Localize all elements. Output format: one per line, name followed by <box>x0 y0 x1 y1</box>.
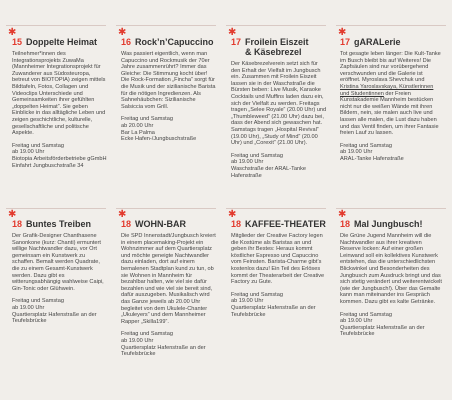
event-venue: Biotopia Arbeitsförderbetriebe gGmbH <box>12 155 107 162</box>
divider <box>336 208 446 209</box>
event-venue: Quartiersplatz Hafenstraße an der <box>231 304 316 311</box>
divider <box>116 208 216 209</box>
description-end: der Freien Kunstakademie Mannheim bestücken nicht nur die weißen Wände mit ihren Bildern, nein, sie malen auch live und lassen alle malen, die Lust dazu haben und das Ventil finden, um ihrer Fantasie freien Lauf zu lassen. <box>340 90 439 137</box>
event-time: ab 19.00 Uhr <box>12 149 45 156</box>
event-title: Buntes Treiben <box>26 219 92 229</box>
event-number: 17 <box>231 37 242 47</box>
event-days: Freitag und Samstag <box>340 142 392 149</box>
event-days: Freitag und Samstag <box>231 152 283 159</box>
event-info <box>12 143 108 169</box>
event-address: Ecke Hafen-/Jungbuschstraße <box>121 136 197 143</box>
event-description: Der Käsebrezelverein setzt sich für den Erhalt der Vielfalt im Jungbusch ein. Zusammen mit Froilein Eiszeit lassen sie in der Waschstraße die Bürsten beben: Live Musik, Karaoke Cocktails und Muffins laden dazu ein, sich der Vielfalt zu werden. Freitags tragen „Selee Royale“ (20.00 Uhr) und „Thumbleweed“ (21.00 Uhr) dazu bei, dass der Abend sich gewaschen hat. Samstags tragen „Hospital Revival“ (19.00 Uhr), „Study of Mind“ (20.00 Uhr) und „Corexit“ (21.00 Uhr). <box>231 61 327 147</box>
star-icon: ✱ <box>228 209 237 220</box>
event-address: Hafenstraße <box>231 172 262 179</box>
event-card <box>121 37 221 143</box>
event-card <box>231 37 331 179</box>
event-title: gARALerie <box>354 37 401 47</box>
event-header <box>340 37 442 47</box>
highlighted-text: Kristina Yaroslavskaya, Künstlerinnen und Studentinnen <box>340 83 434 97</box>
event-days: Freitag und Samstag <box>121 116 173 123</box>
divider <box>116 25 216 26</box>
event-description: Der Grafik-Designer Chanthasene Sanonkone (kurz: Chanti) ermuntert willige Nachtwandler dazu, vor Ort gemeinsam ein Kunstwerk zu schaffen. Bemalt werden Quadrate, die zu einem Gesamt-Kunstwerk werden. Dazu gibt es witterungsabhängig wahlweise Caipi, Gin-Tonic oder Glühwein. <box>12 233 104 292</box>
event-time: ab 19.00 Uhr <box>340 318 373 325</box>
event-number: 18 <box>231 219 242 229</box>
event-card <box>340 219 446 338</box>
event-title: Doppelte Heimat <box>26 37 98 47</box>
event-card <box>12 37 112 169</box>
event-time: ab 19.00 Uhr <box>121 337 154 344</box>
divider <box>226 208 326 209</box>
event-venue: Quartiersplatz Hafenstraße an der <box>121 344 206 351</box>
event-venue: Bar La Palma <box>121 129 155 136</box>
event-description: Die Grüne Jugend Mannheim will die Nachtwandler aus ihrer kreativen Reserve locken: Auf einer großen Leinwand soll ein kollektives Kunstwerk entstehen, das die unterschiedlichsten Blickwinkel und Besonderheiten des Jungbusch zum Ausdruck bringt und das sich stetig verändert und weiterentwickelt (wie der Jungbusch!). Über das Gemalte kann man miteinander ins Gespräch kommen. Dazu gibt es kalte Getränke. <box>340 233 442 305</box>
event-info <box>231 292 327 318</box>
event-info <box>12 298 108 324</box>
event-info <box>121 116 217 142</box>
event-number: 18 <box>12 219 23 229</box>
star-icon: ✱ <box>338 209 347 220</box>
event-header <box>340 219 442 229</box>
event-time: ab 19.00 Uhr <box>340 149 373 156</box>
event-address: Teufelsbrücke <box>340 331 375 338</box>
event-header <box>231 219 327 229</box>
event-number: 15 <box>12 37 23 47</box>
event-address: Teufelsbrücke <box>121 351 156 358</box>
event-title: Mal Jungbusch! <box>354 219 423 229</box>
event-header <box>12 219 108 229</box>
description-start: Tot gesagte leben länger: Die Kult-Tanke im Busch bleibt bis auf Weiteres! Die Zapfsäulen sind nur vorübergehend verschwunden und die Galerie ist eröffnet. Myroslava Shevchuk und <box>340 51 441 84</box>
event-address: Teufelsbrücke <box>12 318 47 325</box>
event-number: 17 <box>340 37 351 47</box>
event-number: 18 <box>340 219 351 229</box>
event-time: ab 19.00 Uhr <box>231 298 264 305</box>
event-title: Rock’n’Capuccino <box>135 37 214 47</box>
event-description <box>340 51 442 137</box>
event-description: Die SPD Innenstadt/Jungbusch kreiert in einem placemaking-Projekt ein Wohnzimmer auf dem Quartiersplatz und möchte geneigte Nachtwandler dazu einladen, dort auf einem bemalenen Stadtplan kund zu tun, ob sie Wohnen in Mannheim für bezahlbar halten, wie viel sie dafür bezahlen und wie viel sie bereit sind, dafür auszugeben. Musikalisch wird das Ganze jeweils ab 20.00 Uhr begleitet von dem Ukulele-Chanter „Ukuleyers“ und dem Mannheimer Rapper „Skilla199“. <box>121 233 216 325</box>
star-icon: ✱ <box>118 209 127 220</box>
divider <box>6 208 106 209</box>
event-info <box>340 143 442 163</box>
star-icon: ✱ <box>8 209 17 220</box>
star-icon: ✱ <box>338 27 347 38</box>
event-days: Freitag und Samstag <box>12 298 64 305</box>
event-title: Froilein Eiszeit & Käsebrezel <box>245 37 309 57</box>
event-venue: Quartiersplatz Hafenstraße an der <box>12 311 97 318</box>
event-venue: ARAL-Tanke Hafenstraße <box>340 155 404 162</box>
event-title: WOHN-BAR <box>135 219 187 229</box>
event-header <box>12 37 108 47</box>
event-header <box>121 219 217 229</box>
divider <box>6 25 106 26</box>
event-address: Einfahrt Jungbuschstraße 34 <box>12 162 84 169</box>
event-time: ab 19.00 Uhr <box>12 304 45 311</box>
divider <box>226 25 326 26</box>
event-header <box>231 37 327 57</box>
star-icon: ✱ <box>118 27 127 38</box>
event-address: Teufelsbrücke <box>231 311 266 318</box>
event-card <box>121 219 221 358</box>
star-icon: ✱ <box>228 27 237 38</box>
star-icon: ✱ <box>8 27 17 38</box>
event-info <box>121 331 217 357</box>
event-time: ab 20.00 Uhr <box>121 122 154 129</box>
event-days: Freitag und Samstag <box>231 291 283 298</box>
event-info <box>231 153 327 179</box>
event-days: Freitag und Samstag <box>12 142 64 149</box>
event-number: 18 <box>121 219 132 229</box>
event-number: 16 <box>121 37 132 47</box>
event-title: KAFFEE-THEATER <box>245 219 326 229</box>
event-description: Teilnehmer*innen des Integrationsprojekts ZuwaMa (Mannheimer Integrationsprojekt für Zuwanderer aus Südosteuropa, betreut von BIOTOPIA) zeigen mittels Bildtafeln, Fotos, Collagen und Videoclips Unterschiede und Gemeinsamkeiten ihrer gefühlten „doppelten Heimat“. Sie geben Einblicke in das alltägliche Leben und zeigen geschichtliche, kulturelle, gesellschaftliche und politische Aspekte. <box>12 51 106 137</box>
event-card <box>231 219 331 318</box>
event-card <box>12 219 112 325</box>
event-venue: Waschstraße der ARAL-Tanke <box>231 165 307 172</box>
event-description: Was passiert eigentlich, wenn man Capuccino und Rockmusik der 70er Jahre zusammenrührt? Immer das Gleiche: Die Stimmung kocht über! Die Rock-Formation „Fincha“ sorgt für die Musik und der sizilianische Barista für die nötigen Ingredienzen. Als Sahnehäubchen: Sizilianische Salsiccia vom Grill. <box>121 51 216 110</box>
event-header <box>121 37 217 47</box>
event-days: Freitag und Samstag <box>340 311 392 318</box>
event-time: ab 19.00 Uhr <box>231 159 264 166</box>
event-card <box>340 37 446 163</box>
event-days: Freitag und Samstag <box>121 331 173 338</box>
divider <box>336 25 446 26</box>
event-info <box>340 312 442 338</box>
event-description: Mitglieder der Creative Factory legen die Kostüme als Baristas an und geben ihr Bestes: Heraus kommt köstlicher Espresso und Capuccino vom Feinsten. Barista-Charme gibt’s kostenlos dazu! Ein Teil des Erlöses kommt der Theaterarbeit der Creative Factory zu Gute. <box>231 233 325 286</box>
event-venue: Quartiersplatz Hafenstraße an der <box>340 324 425 331</box>
